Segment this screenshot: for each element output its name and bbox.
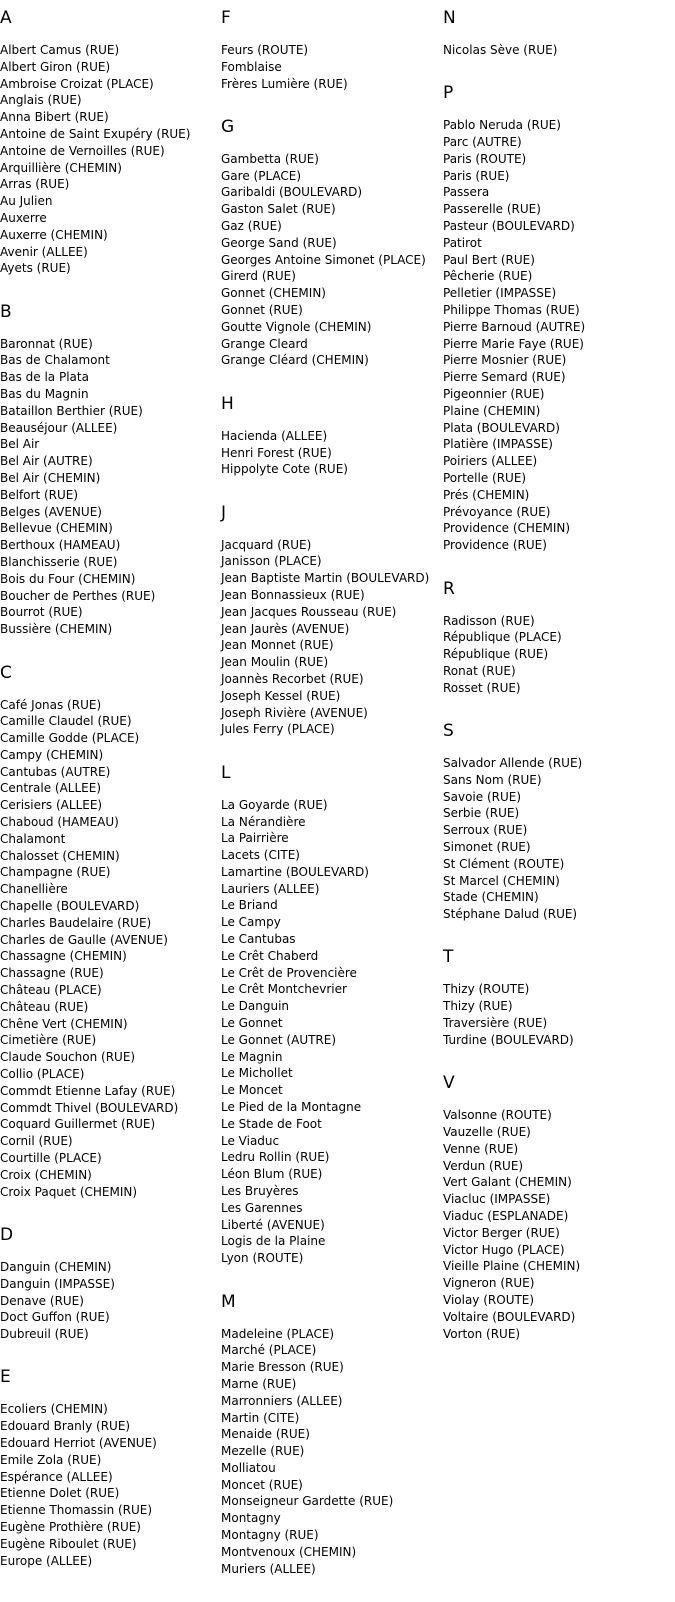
street-entry: Chêne Vert (CHEMIN) [0, 1016, 128, 1031]
street-entry: Serbie (RUE) [443, 806, 520, 821]
street-entry: Salvador Allende (RUE) [443, 756, 583, 770]
street-entry: Rosset (RUE) [443, 680, 521, 695]
street-entry: Verdun (RUE) [443, 1158, 524, 1173]
street-entry: Le Gonnet [221, 1016, 283, 1031]
street-entry: Collio (PLACE) [0, 1067, 85, 1082]
street-entry: Lacets (CITE) [221, 848, 300, 863]
street-entry: Le Pied de la Montagne [221, 1100, 362, 1115]
street-entry: Europe (ALLEE) [0, 1553, 93, 1568]
street-entry: Albert Camus (RUE) [0, 43, 120, 57]
street-entry: Vigneron (RUE) [443, 1276, 535, 1291]
street-entry: Simonet (RUE) [443, 839, 531, 854]
street-entry: Philippe Thomas (RUE) [443, 303, 580, 318]
street-entry: Le Crêt Chaberd [221, 948, 319, 963]
street-entry: Chanellière [0, 882, 68, 897]
letter-section [0, 663, 215, 1201]
street-entry: La Pairrière [221, 831, 289, 846]
street-entry: Gaz (RUE) [221, 219, 282, 234]
letter-section [221, 8, 436, 92]
street-entry: Commdt Thivel (BOULEVARD) [0, 1100, 179, 1115]
street-entry: Hacienda (ALLEE) [221, 428, 328, 443]
street-entry: Prés (CHEMIN) [443, 487, 530, 502]
street-entry: Le Moncet [221, 1083, 283, 1098]
street-entry: Viacluc (IMPASSE) [443, 1192, 551, 1207]
street-entry: Montagny [221, 1511, 281, 1526]
street-entry: Henri Forest (RUE) [221, 445, 332, 460]
street-entry: Muriers (ALLEE) [221, 1561, 316, 1576]
street-entry: Montvenoux (CHEMIN) [221, 1544, 357, 1559]
street-entry: Antoine de Vernoilles (RUE) [0, 143, 165, 158]
street-entry: Campy (CHEMIN) [0, 747, 104, 762]
street-entry: Pierre Mosnier (RUE) [443, 353, 567, 368]
street-entry: Thizy (ROUTE) [443, 982, 530, 997]
street-entry: Chaboud (HAMEAU) [0, 815, 119, 830]
letter-section [221, 117, 436, 369]
street-entry: La Nérandière [221, 814, 306, 829]
street-entry: Savoie (RUE) [443, 789, 522, 804]
street-entry: Cerisiers (ALLEE) [0, 798, 103, 813]
letter-section [0, 1225, 215, 1343]
street-entry: Léon Blum (RUE) [221, 1167, 323, 1182]
street-entry: Monseigneur Gardette (RUE) [221, 1494, 394, 1509]
section-letter-heading: C [0, 662, 12, 683]
letter-section [221, 503, 436, 739]
street-entry: Sans Nom (RUE) [443, 772, 542, 787]
street-entry: Pierre Barnoud (AUTRE) [443, 319, 586, 334]
street-entry: Bas de la Plata [0, 370, 89, 385]
street-entry: Eugène Prothière (RUE) [0, 1519, 141, 1534]
street-entry: Le Cantubas [221, 932, 296, 947]
street-entry: Grange Cléard (CHEMIN) [221, 353, 369, 368]
street-entry: Chapelle (BOULEVARD) [0, 899, 140, 914]
street-entry: Bel Air (AUTRE) [0, 454, 93, 469]
street-entry: St Clément (ROUTE) [443, 856, 565, 871]
street-entry: Portelle (RUE) [443, 471, 527, 486]
street-entry: Grange Cleard [221, 336, 308, 351]
street-entry: Logis de la Plaine [221, 1234, 326, 1249]
section-letter-heading: B [0, 301, 12, 322]
street-entry: Joseph Kessel (RUE) [221, 688, 341, 703]
letter-section [443, 721, 673, 923]
street-entry: Jean Baptiste Martin (BOULEVARD) [221, 571, 430, 586]
street-entry: Les Bruyères [221, 1184, 299, 1199]
street-entry: Georges Antoine Simonet (PLACE) [221, 252, 426, 267]
street-entry: Lamartine (BOULEVARD) [221, 864, 369, 879]
letter-section [221, 763, 436, 1267]
street-entry: Camille Claudel (RUE) [0, 714, 132, 729]
street-entry: Venne (RUE) [443, 1141, 519, 1156]
street-entry: Ecoliers (CHEMIN) [0, 1402, 108, 1417]
street-entry: Le Magnin [221, 1049, 283, 1064]
street-entry: Stéphane Dalud (RUE) [443, 907, 578, 922]
section-letter-heading: S [443, 721, 454, 741]
street-entry: Ledru Rollin (RUE) [221, 1150, 330, 1165]
street-entry: Goutte Vignole (CHEMIN) [221, 319, 372, 334]
street-entry: Garibaldi (BOULEVARD) [221, 185, 363, 200]
street-entry: Victor Hugo (PLACE) [443, 1242, 565, 1257]
section-letter-heading: G [221, 116, 235, 137]
street-entry: Les Garennes [221, 1200, 303, 1215]
street-entry: Chassagne (CHEMIN) [0, 949, 127, 964]
street-entry: Frères Lumière (RUE) [221, 76, 348, 91]
street-entry: Pêcherie (RUE) [443, 269, 533, 284]
street-entry: Madeleine (PLACE) [221, 1326, 335, 1341]
section-letter-heading: M [221, 1291, 236, 1312]
street-entry: République (RUE) [443, 647, 549, 662]
section-letter-heading: L [221, 762, 231, 783]
street-entry: Traversière (RUE) [443, 1016, 548, 1031]
street-entry: Claude Souchon (RUE) [0, 1050, 136, 1065]
street-entry: Passerelle (RUE) [443, 202, 541, 217]
street-entry: Voltaire (BOULEVARD) [443, 1309, 576, 1324]
street-entry: Jean Jacques Rousseau (RUE) [221, 604, 397, 619]
street-entry: Anna Bibert (RUE) [0, 110, 109, 125]
street-entry: Marie Bresson (RUE) [221, 1360, 344, 1375]
street-entry: Charles Baudelaire (RUE) [0, 915, 152, 930]
street-index-column-3 [443, 8, 673, 1367]
street-entry: Jean Monnet (RUE) [221, 638, 334, 653]
street-entry: Jean Bonnassieux (RUE) [221, 588, 365, 603]
street-entry: Ronat (RUE) [443, 663, 516, 678]
letter-section [443, 1073, 673, 1342]
section-letter-heading: H [221, 393, 234, 414]
street-entry: Champagne (RUE) [0, 865, 111, 880]
section-letter-heading: R [443, 578, 455, 599]
street-entry: Paris (ROUTE) [443, 151, 527, 166]
street-entry: Mezelle (RUE) [221, 1444, 305, 1459]
letter-section [443, 579, 673, 697]
street-entry: Cornil (RUE) [0, 1134, 73, 1149]
street-entry: Gambetta (RUE) [221, 151, 319, 166]
street-entry: Le Briand [221, 898, 278, 913]
street-entry: Charles de Gaulle (AVENUE) [0, 932, 168, 947]
street-entry: Bellevue (CHEMIN) [0, 521, 113, 536]
street-entry: Plaine (CHEMIN) [443, 403, 541, 418]
section-letter-heading: E [0, 1367, 11, 1388]
street-entry: Pierre Semard (RUE) [443, 370, 566, 385]
street-entry: Croix Paquet (CHEMIN) [0, 1184, 138, 1199]
street-entry: Le Stade de Foot [221, 1116, 322, 1131]
street-entry: Fomblaise [221, 59, 282, 74]
street-entry: Paris (RUE) [443, 168, 510, 183]
street-entry: Providence (RUE) [443, 538, 547, 553]
street-entry: Auxerre (CHEMIN) [0, 227, 108, 242]
street-entry: Le Crêt Montchevrier [221, 982, 347, 997]
street-entry: George Sand (RUE) [221, 235, 337, 250]
street-entry: Pasteur (BOULEVARD) [443, 219, 575, 234]
street-entry: République (PLACE) [443, 630, 562, 645]
letter-section [0, 1367, 215, 1569]
street-entry: Bas du Magnin [0, 387, 89, 402]
street-entry: Victor Berger (RUE) [443, 1225, 560, 1240]
street-entry: Joseph Rivière (AVENUE) [221, 705, 368, 720]
section-letter-heading: A [0, 8, 12, 28]
letter-section [221, 394, 436, 478]
street-entry: Janisson (PLACE) [221, 554, 322, 569]
street-entry: Paul Bert (RUE) [443, 252, 535, 267]
street-entry: Gaston Salet (RUE) [221, 202, 336, 217]
street-entry: La Goyarde (RUE) [221, 797, 328, 812]
street-entry: Avenir (ALLEE) [0, 244, 88, 259]
street-entry: Dubreuil (RUE) [0, 1327, 89, 1342]
letter-section [0, 8, 215, 277]
street-entry: Antoine de Saint Exupéry (RUE) [0, 126, 191, 141]
street-entry: Etienne Thomassin (RUE) [0, 1503, 153, 1518]
street-entry: Joannès Recorbet (RUE) [221, 672, 364, 687]
section-letter-heading: N [443, 8, 456, 28]
street-entry: Emile Zola (RUE) [0, 1452, 102, 1467]
street-entry: Passera [443, 185, 490, 200]
street-entry: Lyon (ROUTE) [221, 1251, 304, 1266]
street-entry: Pablo Neruda (RUE) [443, 118, 561, 133]
letter-section [443, 83, 673, 554]
street-entry: Château (PLACE) [0, 983, 102, 998]
street-entry: Belfort (RUE) [0, 487, 79, 502]
street-entry: Gonnet (CHEMIN) [221, 286, 326, 301]
street-entry: Jean Jaurès (AVENUE) [221, 621, 350, 636]
section-letter-heading: T [443, 947, 454, 968]
street-entry: Croix (CHEMIN) [0, 1167, 92, 1182]
street-entry: Café Jonas (RUE) [0, 697, 102, 712]
street-entry: Gonnet (RUE) [221, 303, 303, 318]
street-entry: Gare (PLACE) [221, 168, 302, 183]
street-entry: Le Crêt de Provencière [221, 965, 357, 980]
street-entry: Marronniers (ALLEE) [221, 1393, 343, 1408]
street-entry: Chalamont [0, 831, 66, 846]
street-entry: Le Danguin [221, 999, 290, 1014]
street-entry: Albert Giron (RUE) [0, 59, 111, 74]
street-entry: Château (RUE) [0, 999, 89, 1014]
street-entry: Prévoyance (RUE) [443, 504, 551, 519]
street-entry: Liberté (AVENUE) [221, 1217, 325, 1232]
street-entry: Plata (BOULEVARD) [443, 420, 560, 435]
street-entry: Le Michollet [221, 1066, 293, 1081]
letter-section [443, 8, 673, 59]
street-entry: Denave (RUE) [0, 1293, 84, 1308]
street-entry: Poiriers (ALLEE) [443, 454, 538, 469]
street-entry: Viaduc (ESPLANADE) [443, 1208, 569, 1223]
street-entry: Arras (RUE) [0, 177, 70, 192]
street-entry: Bataillon Berthier (RUE) [0, 403, 143, 418]
street-entry: Turdine (BOULEVARD) [443, 1032, 574, 1047]
street-entry: Boucher de Perthes (RUE) [0, 588, 156, 603]
street-entry: Danguin (IMPASSE) [0, 1276, 115, 1291]
street-entry: Arquillière (CHEMIN) [0, 160, 122, 175]
street-entry: Menaide (RUE) [221, 1427, 310, 1442]
street-entry: Platière (IMPASSE) [443, 437, 553, 452]
street-index-column-2 [221, 8, 436, 1602]
street-entry: Le Viaduc [221, 1133, 280, 1148]
street-entry: Commdt Etienne Lafay (RUE) [0, 1083, 176, 1098]
street-entry: Blanchisserie (RUE) [0, 555, 118, 570]
street-entry: Vert Galant (CHEMIN) [443, 1175, 572, 1190]
street-entry: Thizy (RUE) [443, 999, 513, 1014]
street-entry: Doct Guffon (RUE) [0, 1310, 110, 1325]
street-entry: Girerd (RUE) [221, 269, 296, 284]
street-entry: Vorton (RUE) [443, 1326, 521, 1341]
street-entry: Violay (ROUTE) [443, 1292, 535, 1307]
street-entry: Danguin (CHEMIN) [0, 1259, 112, 1274]
street-entry: Belges (AVENUE) [0, 504, 102, 519]
street-entry: Pelletier (IMPASSE) [443, 286, 557, 301]
street-entry: Pigeonnier (RUE) [443, 387, 545, 402]
street-entry: Baronnat (RUE) [0, 336, 93, 351]
street-entry: Parc (AUTRE) [443, 135, 522, 150]
street-entry: Stade (CHEMIN) [443, 890, 539, 905]
street-entry: Valsonne (ROUTE) [443, 1108, 552, 1123]
street-entry: Bourrot (RUE) [0, 605, 83, 620]
street-entry: Bas de Chalamont [0, 353, 110, 368]
street-index-column-1 [0, 8, 215, 1594]
section-letter-heading: F [221, 8, 231, 28]
street-entry: Chalosset (CHEMIN) [0, 848, 120, 863]
street-entry: Au Julien [0, 194, 53, 209]
street-entry: Vauzelle (RUE) [443, 1124, 531, 1139]
street-entry: Berthoux (HAMEAU) [0, 538, 121, 553]
street-entry: Centrale (ALLEE) [0, 781, 101, 796]
street-entry: Anglais (RUE) [0, 93, 82, 108]
section-letter-heading: J [221, 502, 227, 523]
street-entry: Marne (RUE) [221, 1376, 297, 1391]
street-entry: Chassagne (RUE) [0, 966, 104, 981]
street-entry: Ambroise Croizat (PLACE) [0, 76, 154, 91]
street-entry: Cimetière (RUE) [0, 1033, 97, 1048]
street-entry: Molliatou [221, 1460, 276, 1475]
street-entry: Martin (CITE) [221, 1410, 300, 1425]
street-entry: Vieille Plaine (CHEMIN) [443, 1259, 581, 1274]
letter-section [221, 1292, 436, 1578]
street-entry: Le Campy [221, 915, 281, 930]
section-letter-heading: D [0, 1224, 14, 1245]
street-entry: Bel Air (CHEMIN) [0, 471, 101, 486]
street-entry: Edouard Herriot (AVENUE) [0, 1435, 157, 1450]
street-entry: Bois du Four (CHEMIN) [0, 571, 136, 586]
street-entry: Pierre Marie Faye (RUE) [443, 336, 584, 351]
letter-section [0, 302, 215, 638]
street-entry: Auxerre [0, 210, 47, 225]
street-entry: Ayets (RUE) [0, 261, 71, 276]
section-letter-heading: V [443, 1073, 455, 1094]
street-entry: Jean Moulin (RUE) [221, 655, 329, 670]
street-entry: Jacquard (RUE) [221, 537, 312, 552]
street-entry: Radisson (RUE) [443, 613, 535, 628]
section-letter-heading: P [443, 83, 454, 104]
street-entry: Lauriers (ALLEE) [221, 881, 320, 896]
street-entry: Camille Godde (PLACE) [0, 731, 140, 746]
street-entry: Montagny (RUE) [221, 1528, 319, 1543]
street-entry: Bussière (CHEMIN) [0, 622, 113, 637]
letter-section [443, 947, 673, 1048]
street-entry: Coquard Guillermet (RUE) [0, 1117, 156, 1132]
street-entry: Cantubas (AUTRE) [0, 764, 111, 779]
street-entry: Courtille (PLACE) [0, 1151, 102, 1166]
street-entry: St Marcel (CHEMIN) [443, 873, 560, 888]
street-entry: Eugène Riboulet (RUE) [0, 1536, 137, 1551]
street-entry: Beauséjour (ALLEE) [0, 420, 118, 435]
street-entry: Edouard Branly (RUE) [0, 1419, 131, 1434]
street-entry: Providence (CHEMIN) [443, 521, 571, 536]
street-entry: Jules Ferry (PLACE) [221, 722, 335, 737]
street-entry: Patirot [443, 235, 482, 250]
street-entry: Moncet (RUE) [221, 1477, 303, 1492]
street-entry: Etienne Dolet (RUE) [0, 1486, 120, 1501]
street-entry: Marché (PLACE) [221, 1343, 317, 1358]
street-entry: Nicolas Sève (RUE) [443, 43, 558, 57]
street-entry: Le Gonnet (AUTRE) [221, 1032, 337, 1047]
street-entry: Hippolyte Cote (RUE) [221, 462, 348, 477]
street-entry: Feurs (ROUTE) [221, 43, 309, 57]
street-entry: Serroux (RUE) [443, 823, 528, 838]
street-entry: Espérance (ALLEE) [0, 1469, 113, 1484]
street-entry: Bel Air [0, 437, 40, 452]
